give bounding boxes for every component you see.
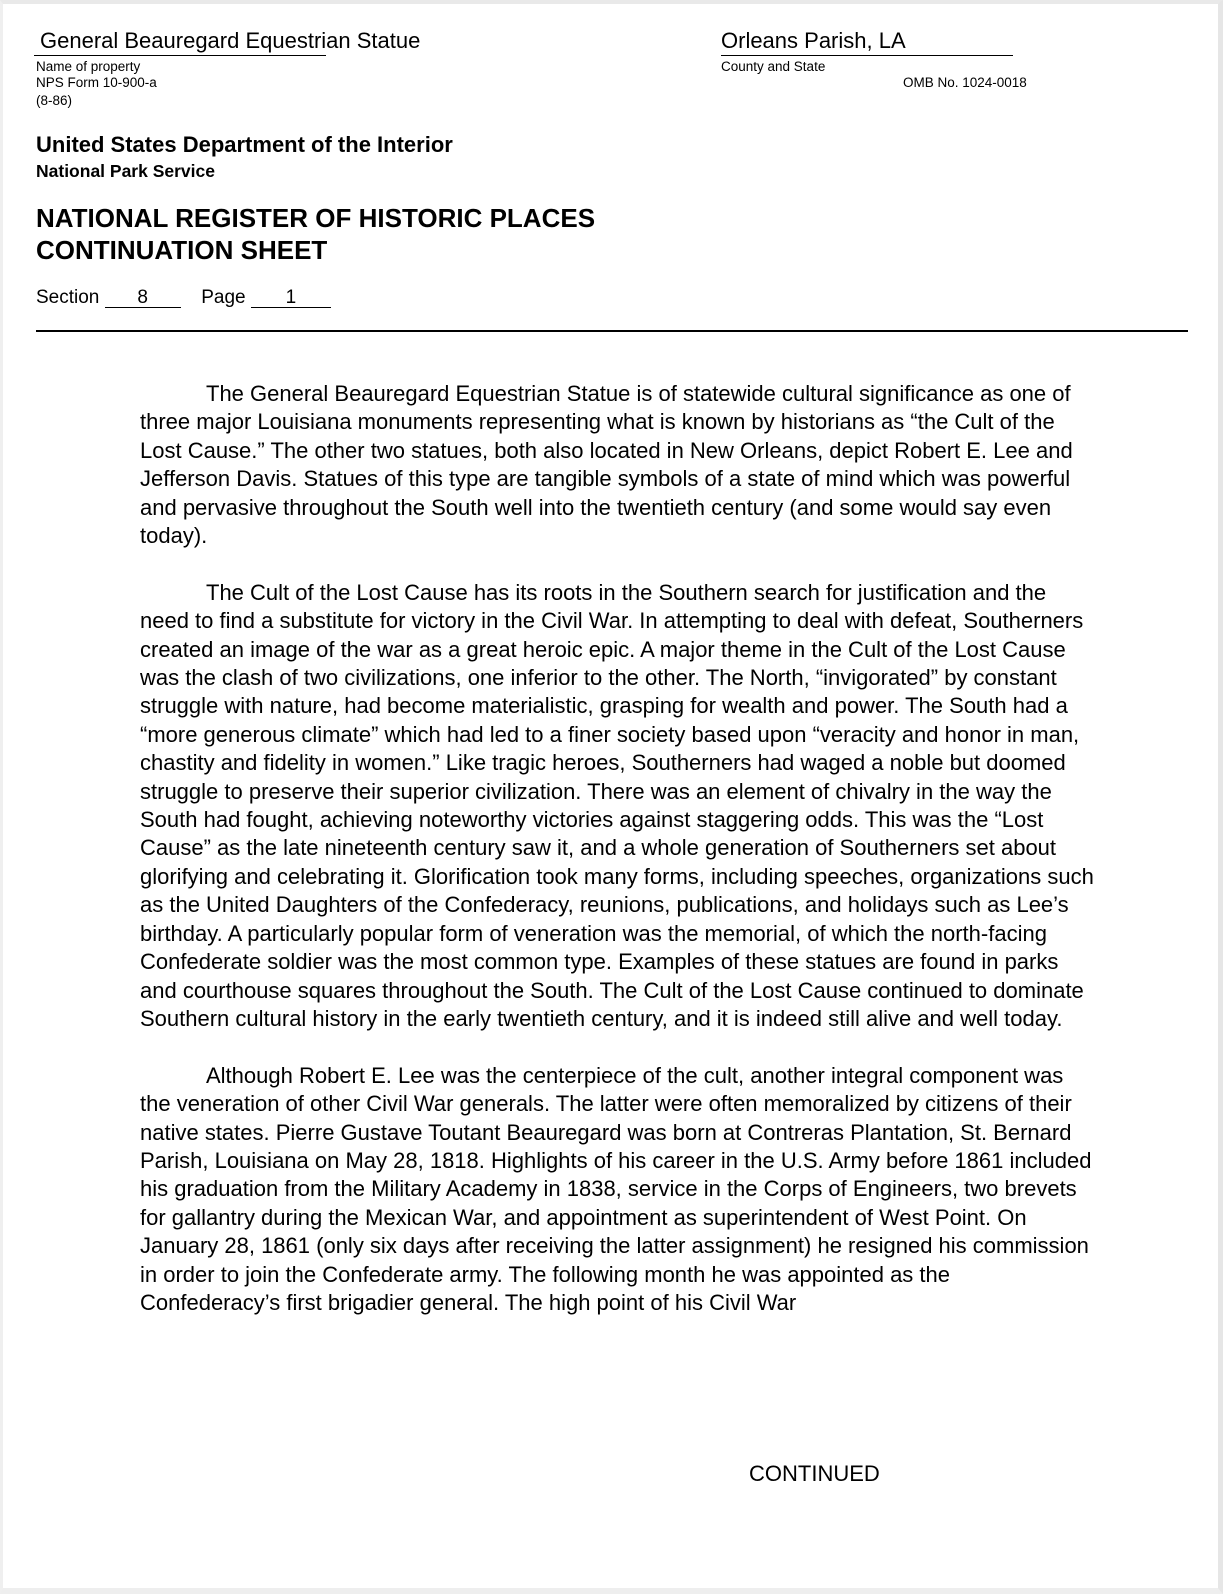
continuation-title: CONTINUATION SHEET [36,235,328,265]
header-divider [36,330,1188,332]
form-revision: (8-86) [36,93,73,108]
service-heading: National Park Service [36,161,215,181]
section-page-line [36,287,331,309]
property-name-label: Name of property [36,59,141,74]
county-state-label: County and State [721,59,826,74]
section-value: 8 [105,289,181,308]
paragraph: The Cult of the Lost Cause has its roots in the Southern search for justification and the need to find a substitute for victory in the Civil War. In attempting to deal with defeat, Southerners created an image of the war as a great heroic epic. A major theme in the Cult of the Lost Cause was the clash of two civilizations, one inferior to the other. The North, “invigorated” by constant struggle with nature, had become materialistic, grasping for wealth and power. The South had a “more generous climate” which had led to a finer society based upon “veracity and honor in man, chastity and fidelity in women.” Like tragic heroes, Southerners had waged a noble but doomed struggle to preserve their superior civilization. There was an element of chivalry in the way the South had fought, achieving noteworthy victories against staggering odds. This was the “Lost Cause” as the late nineteenth century saw it, and a whole generation of Southerners set about glorifying and celebrating it. Glorification took many forms, including speeches, organizations such as the United Daughters of the Confederacy, reunions, publications, and holidays such as Lee’s birthday. A particularly popular form of veneration was the memorial, of which the north-facing Confederate soldier was the most common type. Examples of these statues are found in parks and courthouse squares throughout the South. The Cult of the Lost Cause continued to dominate Southern cultural history in the early twentieth century, and it is indeed still alive and well today. [140,579,1094,1031]
page-value: 1 [251,289,331,308]
paragraph: The General Beauregard Equestrian Statue is of statewide cultural significance as one of three major Louisiana monuments representing what is known by historians as “the Cult of the Lost Cause.” The other two statues, both also located in New Orleans, depict Robert E. Lee and Jefferson Davis. Statues of this type are tangible symbols of a state of mind which was powerful and pervasive throughout the South well into the twentieth century (and some would say even today). [140,381,1073,549]
section-label: Section [36,287,100,308]
form-number: NPS Form 10-900-a [36,75,157,90]
omb-number: OMB No. 1024-0018 [903,75,1027,90]
property-name: General Beauregard Equestrian Statue [40,28,421,53]
continued-label: CONTINUED [749,1461,880,1486]
county-state: Orleans Parish, LA [721,28,906,53]
county-state-rule [721,55,1013,56]
paragraph: Although Robert E. Lee was the centerpiece of the cult, another integral component was the veneration of other Civil War generals. The latter were often memoralized by citizens of their native states. Pierre Gustave Toutant Beauregard was born at Contreras Plantation, St. Bernard Parish, Louisiana on May 28, 1818. Highlights of his career in the U.S. Army before 1861 included his graduation from the Military Academy in 1838, service in the Corps of Engineers, two brevets for gallantry during the Mexican War, and appointment as superintendent of West Point. On January 28, 1861 (only six days after receiving the latter assignment) he resigned his commission in order to join the Confederate army. The following month he was appointed as the Confederacy’s first brigadier general. The high point of his Civil War [140,1062,1092,1315]
page-label: Page [201,287,246,308]
register-title: NATIONAL REGISTER OF HISTORIC PLACES [36,203,596,233]
body-text [140,380,1095,1346]
department-heading: United States Department of the Interior [36,132,453,157]
property-name-rule [34,55,326,56]
